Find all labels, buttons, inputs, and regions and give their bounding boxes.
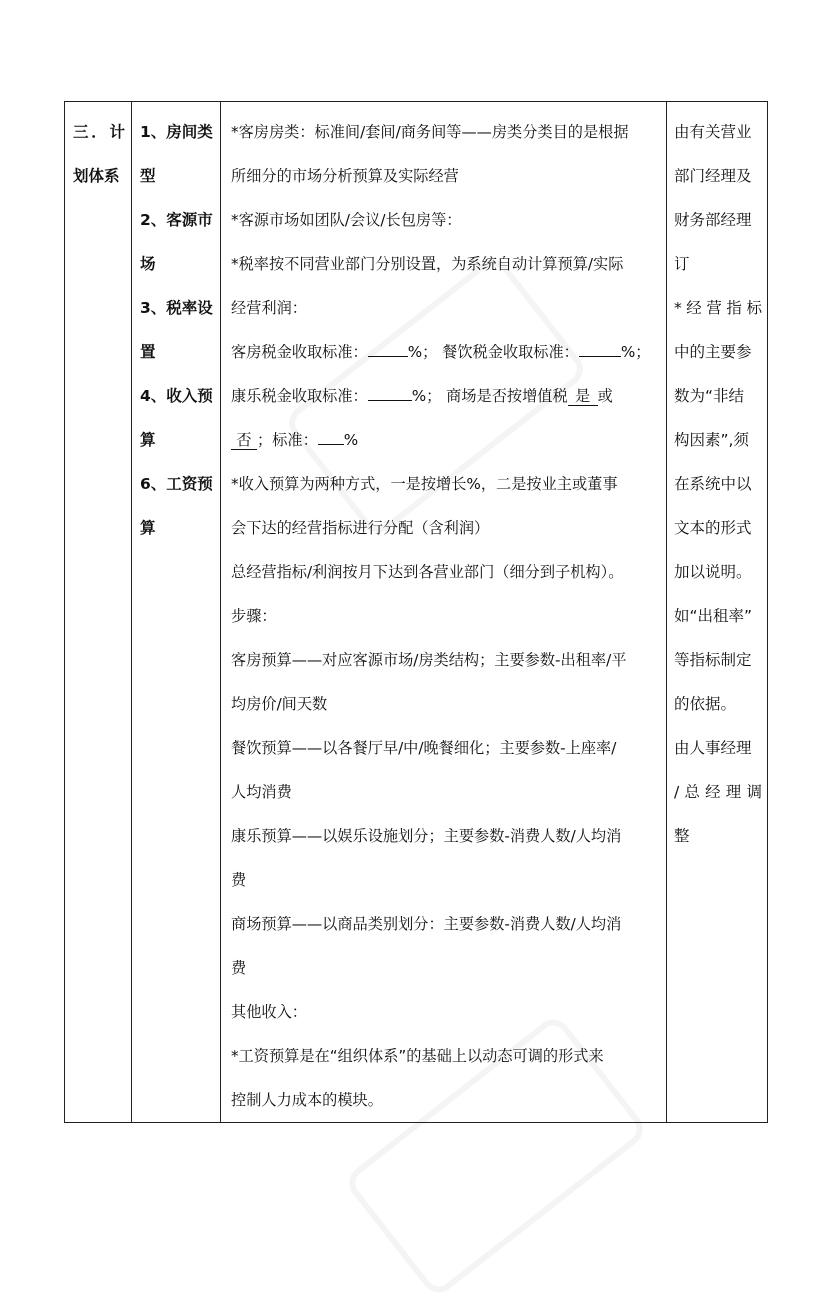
blank-field xyxy=(368,356,408,357)
note-line: 由人事经理 xyxy=(674,739,752,757)
list-item: 场 xyxy=(140,255,156,273)
tax-line-standard xyxy=(231,418,660,462)
section-line: 三．计 xyxy=(73,123,125,141)
list-item: 置 xyxy=(140,343,156,361)
note-line: 由有关营业 xyxy=(674,123,752,141)
content-line: 总经营指标/利润按月下达到各营业部门（细分到子机构）。 xyxy=(231,563,624,581)
content-line: 经营利润： xyxy=(231,299,307,317)
tax-line-recreation xyxy=(231,374,660,418)
note-line: 数为“非结 xyxy=(674,387,745,405)
content-line: 商场预算——以商品类别划分：主要参数-消费人数/人均消 xyxy=(231,915,622,933)
note-line: 如“出租率” xyxy=(674,607,753,625)
list-item: 4、收入预 xyxy=(140,387,213,405)
content-line: 人均消费 xyxy=(231,783,292,801)
section-cell xyxy=(65,102,132,1123)
standard-label: ；标准： xyxy=(257,431,318,449)
content-line: *收入预算为两种方式，一是按增长%，二是按业主或董事 xyxy=(231,475,618,493)
content-line: 会下达的经营指标进行分配（含利润） xyxy=(231,519,490,537)
note-line: 中的主要参 xyxy=(674,343,752,361)
or-text: 或 xyxy=(597,387,613,405)
list-item: 型 xyxy=(140,167,156,185)
section-line: 划体系 xyxy=(73,167,120,185)
content-line: 客房预算——对应客源市场/房类结构；主要参数-出租率/平 xyxy=(231,651,627,669)
note-line: 加以说明。 xyxy=(674,563,752,581)
table-row xyxy=(65,102,768,1123)
plan-table xyxy=(64,101,768,1123)
note-line: 在系统中以 xyxy=(674,475,752,493)
list-item: 算 xyxy=(140,519,156,537)
note-line: 订 xyxy=(674,255,690,273)
note-line: /总经理调 xyxy=(674,783,762,801)
content-line: 所细分的市场分析预算及实际经营 xyxy=(231,167,459,185)
tax-label-food: %； 餐饮税金收取标准： xyxy=(407,343,579,361)
notes-cell xyxy=(667,102,768,1123)
content-line: 均房价/间天数 xyxy=(231,695,328,713)
note-line: 整 xyxy=(674,827,690,845)
note-line: 财务部经理 xyxy=(674,211,752,229)
list-item: 算 xyxy=(140,431,156,449)
content-line: 费 xyxy=(231,871,247,889)
note-line: 构因素”,须 xyxy=(674,431,749,449)
list-item: 2、客源市 xyxy=(140,211,213,229)
vat-no: 否 xyxy=(231,431,257,450)
content-line: 步骤： xyxy=(231,607,277,625)
content-line: 其他收入： xyxy=(231,1003,307,1021)
items-cell xyxy=(132,102,221,1123)
content-line: *税率按不同营业部门分别设置，为系统自动计算预算/实际 xyxy=(231,255,624,273)
list-item: 6、工资预 xyxy=(140,475,213,493)
percent-sign: % xyxy=(343,431,359,449)
tax-suffix: %； xyxy=(620,343,651,361)
note-line: 的依据。 xyxy=(674,695,737,713)
content-line: 控制人力成本的模块。 xyxy=(231,1091,383,1109)
blank-field xyxy=(318,444,344,445)
vat-yes: 是 xyxy=(568,387,598,406)
blank-field xyxy=(368,400,412,401)
content-line: *工资预算是在“组织体系”的基础上以动态可调的形式来 xyxy=(231,1047,604,1065)
note-line: *经营指标 xyxy=(674,299,762,317)
note-line: 部门经理及 xyxy=(674,167,752,185)
list-item: 1、房间类 xyxy=(140,123,213,141)
content-line: 费 xyxy=(231,959,247,977)
content-line: *客源市场如团队/会议/长包房等： xyxy=(231,211,462,229)
tax-line-rooms-food xyxy=(231,330,660,374)
content-line: 餐饮预算——以各餐厅早/中/晚餐细化；主要参数-上座率/ xyxy=(231,739,617,757)
content-line: *客房房类：标准间/套间/商务间等——房类分类目的是根据 xyxy=(231,123,629,141)
content-cell xyxy=(221,102,667,1123)
tax-label-recreation: 康乐税金收取标准： xyxy=(231,387,368,405)
list-item: 3、税率设 xyxy=(140,299,213,317)
note-line: 等指标制定 xyxy=(674,651,752,669)
note-line: 文本的形式 xyxy=(674,519,752,537)
content-line: 康乐预算——以娱乐设施划分；主要参数-消费人数/人均消 xyxy=(231,827,622,845)
blank-field xyxy=(579,356,621,357)
tax-label-rooms: 客房税金收取标准： xyxy=(231,343,368,361)
tax-label-vat: %； 商场是否按增值税 xyxy=(411,387,568,405)
